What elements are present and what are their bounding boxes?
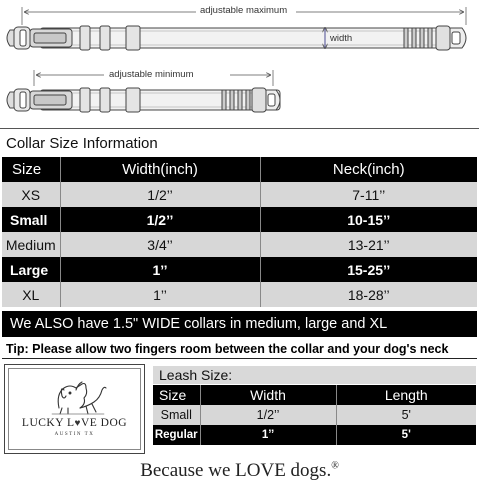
collar-diagram-svg	[0, 0, 479, 128]
collar-size-table	[2, 157, 477, 307]
header-neck: Neck(inch)	[260, 157, 477, 182]
row-width: 1’’	[200, 425, 336, 445]
tagline-text: Because we LOVE dogs.	[140, 460, 332, 481]
logo-name-part2: VE DOG	[80, 417, 128, 429]
registered-mark: ®	[331, 460, 339, 472]
table-row	[2, 232, 477, 257]
leash-table-header	[153, 385, 476, 405]
header-size: Size	[153, 385, 200, 405]
wide-collar-note: We ALSO have 1.5" WIDE collars in medium, large and XL	[2, 311, 477, 337]
row-size: Small	[153, 405, 200, 425]
brand-logo	[4, 364, 145, 454]
row-size: Small	[2, 207, 60, 232]
collar-diagram	[0, 0, 479, 128]
logo-name	[5, 417, 144, 429]
leash-size-section	[153, 366, 476, 454]
row-size: XL	[2, 282, 60, 307]
row-neck: 13-21’’	[260, 232, 477, 257]
header-size: Size	[2, 157, 60, 182]
row-size: Large	[2, 257, 60, 282]
table-row	[153, 425, 476, 445]
table-row	[2, 207, 477, 232]
table-row	[2, 282, 477, 307]
header-width: Width(inch)	[60, 157, 260, 182]
collar-size-title: Collar Size Information	[6, 135, 158, 152]
fit-tip: Tip: Please allow two fingers room between the collar and your dog's neck	[2, 339, 477, 359]
leash-size-title: Leash Size:	[153, 366, 476, 384]
row-neck: 7-11’’	[260, 182, 477, 207]
row-width: 3/4’’	[60, 232, 260, 257]
collar-max-drawing	[7, 26, 466, 50]
row-width: 1’’	[60, 282, 260, 307]
row-size: XS	[2, 182, 60, 207]
row-neck: 10-15’’	[260, 207, 477, 232]
row-neck: 15-25’’	[260, 257, 477, 282]
width-label: width	[330, 33, 353, 44]
row-size: Medium	[2, 232, 60, 257]
max-label: adjustable maximum	[200, 5, 288, 16]
row-width: 1/2’’	[200, 405, 336, 425]
row-length: 5'	[336, 425, 476, 445]
dog-illustration-icon	[4, 364, 145, 454]
table-row	[2, 182, 477, 207]
row-length: 5'	[336, 405, 476, 425]
row-width: 1’’	[60, 257, 260, 282]
tagline	[0, 460, 479, 482]
row-size: Regular	[153, 425, 200, 445]
heart-icon: ♥	[74, 418, 81, 429]
row-width: 1/2’’	[60, 182, 260, 207]
row-width: 1/2’’	[60, 207, 260, 232]
logo-location: AUSTIN TX	[54, 432, 95, 437]
header-length: Length	[336, 385, 476, 405]
header-width: Width	[200, 385, 336, 405]
row-neck: 18-28’’	[260, 282, 477, 307]
table-row	[153, 405, 476, 425]
table-row	[2, 257, 477, 282]
logo-name-part1: LUCKY L	[21, 417, 75, 429]
collar-table-header	[2, 157, 477, 182]
min-label: adjustable minimum	[109, 69, 194, 80]
leash-size-table	[153, 385, 476, 445]
collar-min-drawing	[7, 88, 280, 112]
